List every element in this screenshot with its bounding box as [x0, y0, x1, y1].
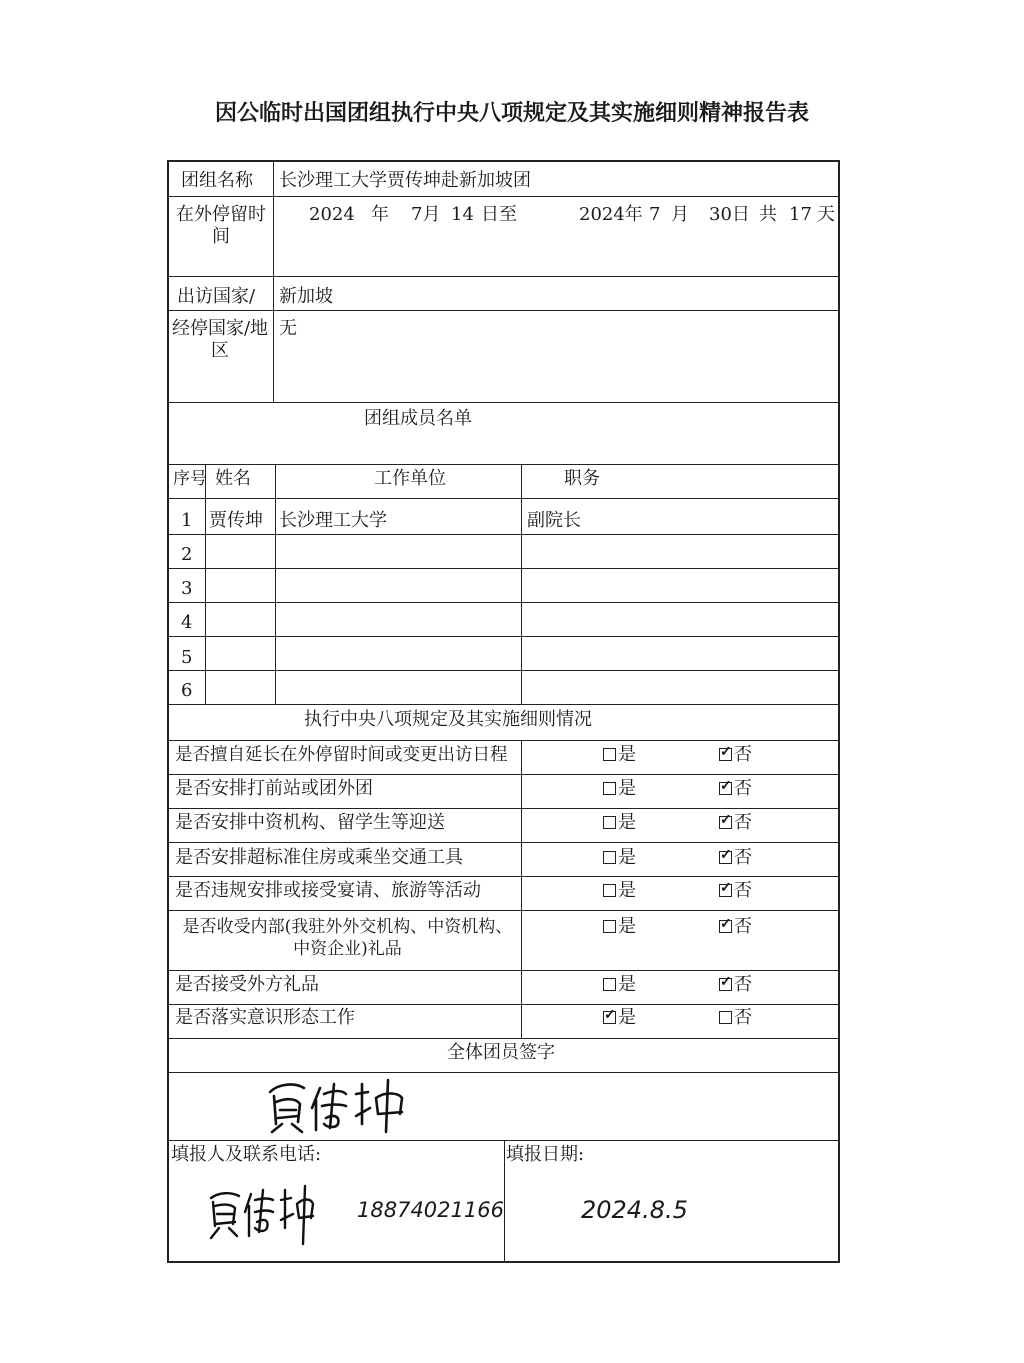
checked-box-icon[interactable] — [719, 748, 732, 761]
question: 是否落实意识形态工作 — [175, 1007, 355, 1028]
row-no: 4 — [181, 612, 193, 633]
signatures-heading: 全体团员签字 — [447, 1042, 555, 1063]
no-checkbox[interactable] — [719, 916, 752, 938]
transit-label: 经停国家/地区 — [171, 318, 269, 361]
visit-country-label: 出访国家/ — [177, 286, 256, 307]
stay-total-label: 共 — [759, 204, 777, 225]
checked-box-icon[interactable] — [719, 920, 732, 933]
question: 是否违规安排或接受宴请、旅游等活动 — [175, 880, 481, 901]
yes-checkbox[interactable] — [603, 916, 636, 938]
group-name-value: 长沙理工大学贾传坤赴新加坡团 — [279, 170, 531, 191]
col-unit: 工作单位 — [374, 468, 446, 489]
checked-box-icon[interactable] — [603, 1011, 616, 1024]
stay-day-to: 日至 — [481, 204, 517, 225]
row-no: 6 — [181, 680, 193, 701]
row-no: 5 — [181, 647, 193, 668]
no-checkbox[interactable] — [719, 974, 752, 996]
checkbox-label: 是 — [618, 880, 636, 901]
stay-year-char: 年 — [371, 204, 389, 225]
checkbox-label: 是 — [618, 974, 636, 995]
reporter-phone: 18874021166 — [357, 1198, 504, 1222]
checkbox-label: 否 — [734, 778, 752, 799]
question: 是否接受外方礼品 — [175, 974, 319, 995]
row-no: 2 — [181, 544, 193, 565]
yes-checkbox[interactable] — [603, 778, 636, 800]
yes-checkbox[interactable] — [603, 744, 636, 766]
checkbox-label: 否 — [734, 847, 752, 868]
yes-checkbox[interactable] — [603, 847, 636, 869]
checkbox-label: 是 — [618, 1007, 636, 1028]
stay-start-month: 7月 — [411, 204, 441, 225]
yes-checkbox[interactable] — [603, 974, 636, 996]
stay-days-char: 天 — [817, 204, 835, 225]
question: 是否安排超标准住房或乘坐交通工具 — [175, 847, 463, 868]
unchecked-box-icon[interactable] — [719, 1011, 732, 1024]
group-name-label: 团组名称 — [181, 170, 253, 191]
members-heading: 团组成员名单 — [364, 408, 472, 429]
reporter-label: 填报人及联系电话: — [171, 1144, 322, 1165]
checked-box-icon[interactable] — [719, 782, 732, 795]
form-title: 因公临时出国团组执行中央八项规定及其实施细则精神报告表 — [214, 101, 809, 126]
no-checkbox[interactable] — [719, 778, 752, 800]
checkbox-label: 否 — [734, 1007, 752, 1028]
question: 是否擅自延长在外停留时间或变更出访日程 — [175, 745, 508, 765]
unchecked-box-icon[interactable] — [603, 920, 616, 933]
stay-end-year: 2024年 — [579, 204, 643, 225]
unchecked-box-icon[interactable] — [603, 851, 616, 864]
unchecked-box-icon[interactable] — [603, 748, 616, 761]
yes-checkbox[interactable] — [603, 812, 636, 834]
checkbox-label: 是 — [618, 847, 636, 868]
report-date: 2024.8.5 — [581, 1196, 688, 1224]
checked-box-icon[interactable] — [719, 851, 732, 864]
stay-total-days: 17 — [789, 204, 812, 225]
no-checkbox[interactable] — [719, 847, 752, 869]
reporter-signature — [207, 1184, 317, 1246]
question: 是否安排中资机构、留学生等迎送 — [175, 812, 445, 833]
question: 是否收受内部(我驻外外交机构、中资机构、中资企业)礼品 — [182, 917, 513, 959]
checkbox-label: 是 — [618, 744, 636, 765]
checked-box-icon[interactable] — [719, 816, 732, 829]
row-no: 1 — [181, 510, 193, 531]
member-signature — [264, 1074, 414, 1134]
report-form — [167, 160, 840, 1263]
row-title: 副院长 — [527, 510, 581, 531]
row-unit: 长沙理工大学 — [279, 510, 387, 531]
unchecked-box-icon[interactable] — [603, 978, 616, 991]
visit-country-value: 新加坡 — [279, 286, 333, 307]
checkbox-label: 否 — [734, 812, 752, 833]
stay-month-char: 月 — [671, 204, 689, 225]
checkbox-label: 否 — [734, 880, 752, 901]
yes-checkbox[interactable] — [603, 880, 636, 902]
no-checkbox[interactable] — [719, 1007, 752, 1029]
stay-start-year: 2024 — [309, 204, 355, 225]
checkbox-label: 否 — [734, 744, 752, 765]
unchecked-box-icon[interactable] — [603, 782, 616, 795]
col-no: 序号 — [173, 469, 207, 489]
stay-time-label: 在外停留时间 — [176, 204, 266, 247]
row-no: 3 — [181, 578, 193, 599]
checkbox-label: 否 — [734, 974, 752, 995]
stay-end-month: 7 — [649, 204, 661, 225]
checked-box-icon[interactable] — [719, 978, 732, 991]
col-title: 职务 — [564, 468, 600, 489]
checked-box-icon[interactable] — [719, 884, 732, 897]
no-checkbox[interactable] — [719, 812, 752, 834]
unchecked-box-icon[interactable] — [603, 816, 616, 829]
question: 是否安排打前站或团外团 — [175, 778, 373, 799]
date-label: 填报日期: — [506, 1144, 585, 1165]
transit-value: 无 — [279, 318, 297, 339]
checkbox-label: 是 — [618, 916, 636, 937]
checkbox-label: 是 — [618, 778, 636, 799]
col-name: 姓名 — [215, 468, 251, 489]
stay-end-day: 30日 — [709, 204, 750, 225]
compliance-heading: 执行中央八项规定及其实施细则情况 — [304, 709, 592, 730]
no-checkbox[interactable] — [719, 880, 752, 902]
no-checkbox[interactable] — [719, 744, 752, 766]
checkbox-label: 是 — [618, 812, 636, 833]
row-name: 贾传坤 — [209, 510, 263, 531]
yes-checkbox[interactable] — [603, 1007, 636, 1029]
stay-start-day: 14 — [451, 204, 474, 225]
unchecked-box-icon[interactable] — [603, 884, 616, 897]
checkbox-label: 否 — [734, 916, 752, 937]
